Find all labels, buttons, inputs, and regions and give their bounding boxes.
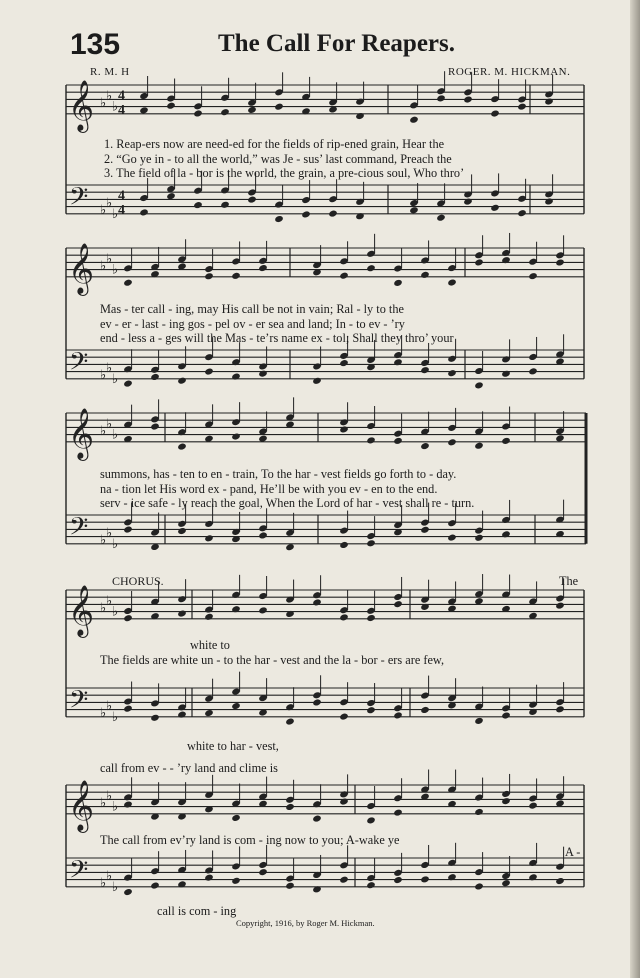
svg-text:♭: ♭ — [100, 424, 107, 439]
svg-text:♭: ♭ — [112, 371, 119, 387]
chorus-a: A - — [565, 845, 581, 859]
svg-text:♭: ♭ — [112, 604, 119, 620]
svg-text:♭: ♭ — [100, 203, 107, 219]
svg-text:♭: ♭ — [106, 361, 113, 376]
verse2-line1: 2. “Go ye in - to all the world,” was Je - sus’ last command, Preach the — [104, 152, 452, 166]
svg-text:♭: ♭ — [112, 536, 119, 552]
music-credit: ROGER. M. HICKMAN. — [448, 66, 571, 78]
svg-text:𝄞: 𝄞 — [68, 584, 95, 636]
svg-text:𝄢: 𝄢 — [69, 347, 89, 383]
svg-text:𝄞: 𝄞 — [68, 779, 95, 831]
chorus-main-line2: The call from ev’ry land is com - ing now to you; A-wake ye — [100, 833, 400, 847]
svg-text:♭: ♭ — [106, 593, 113, 609]
svg-text:𝄞: 𝄞 — [68, 407, 95, 459]
chorus-lower-line1: white to har - vest, — [187, 739, 279, 753]
chorus-main-line1: The fields are white un - to the har - vest and the la - bor - ers are few, — [100, 653, 445, 667]
chorus-lower-line2: call is com - ing — [157, 904, 237, 918]
svg-text:♭: ♭ — [106, 416, 113, 432]
svg-text:♭: ♭ — [106, 869, 113, 884]
svg-text:♭: ♭ — [106, 526, 113, 541]
svg-text:♭: ♭ — [100, 96, 107, 111]
chorus-the: The — [559, 574, 579, 588]
hymn-title: The Call For Reapers. — [218, 30, 456, 57]
svg-text:♭: ♭ — [100, 796, 107, 811]
svg-text:4: 4 — [118, 88, 125, 104]
svg-text:𝄢: 𝄢 — [69, 685, 89, 721]
svg-text:4: 4 — [118, 202, 125, 218]
svg-text:𝄞: 𝄞 — [68, 79, 95, 131]
svg-text:♭: ♭ — [112, 206, 119, 222]
svg-text:♭: ♭ — [100, 259, 107, 274]
svg-text:𝄢: 𝄢 — [69, 855, 89, 891]
svg-text:𝄞: 𝄞 — [68, 242, 95, 294]
verse2-line2: ev - er - last - ing gos - pel ov - er sea and land; In - to ev - ’ry — [100, 317, 405, 331]
verse3-line1: 3. The field of la - bor is the world, the grain, a pre-cious soul, Who thro’ — [104, 166, 465, 180]
svg-text:♭: ♭ — [100, 533, 107, 549]
svg-text:♭: ♭ — [112, 262, 119, 278]
svg-text:𝄢: 𝄢 — [69, 512, 89, 548]
svg-text:♭: ♭ — [100, 368, 107, 384]
svg-text:♭: ♭ — [112, 709, 119, 725]
words-credit: R. M. H — [90, 66, 130, 78]
svg-text:♭: ♭ — [100, 706, 107, 722]
verse1-line2: Mas - ter call - ing, may His call be not in vain; Ral - ly to the — [100, 302, 404, 316]
chorus-upper-line1: white to — [190, 638, 230, 652]
svg-text:♭: ♭ — [100, 876, 107, 892]
svg-text:♭: ♭ — [100, 601, 107, 616]
hymn-number: 135 — [70, 28, 121, 61]
chorus-upper-line2: call from ev - - ’ry land and clime is — [100, 761, 278, 775]
verse2-line3: na - tion let His word ex - pand, He’ll be with you ev - en to the end. — [100, 482, 438, 496]
svg-text:4: 4 — [118, 102, 125, 118]
verse1-line3: summons, has - ten to en - train, To the har - vest fields go forth to - day. — [100, 467, 457, 481]
copyright: Copyright, 1916, by Roger M. Hickman. — [236, 918, 375, 928]
svg-text:♭: ♭ — [106, 196, 113, 211]
svg-text:♭: ♭ — [106, 88, 113, 104]
verse1-line1: 1. Reap-ers now are need-ed for the fields of rip-ened grain, Hear the — [104, 137, 445, 151]
svg-text:𝄢: 𝄢 — [69, 182, 89, 218]
svg-text:♭: ♭ — [112, 99, 119, 115]
verse3-line3: serv - ice safe - ly reach the goal, When the Lord of har - vest shall re - turn. — [100, 496, 475, 510]
svg-text:♭: ♭ — [112, 799, 119, 815]
chorus-label: CHORUS. — [112, 574, 164, 588]
svg-text:♭: ♭ — [106, 788, 113, 804]
svg-text:♭: ♭ — [106, 251, 113, 267]
verse3-line2: end - less a - ges will the Mas - te’rs name ex - tol; Shall they thro’ your — [100, 331, 454, 345]
svg-text:♭: ♭ — [106, 699, 113, 714]
svg-text:4: 4 — [118, 188, 125, 204]
svg-text:♭: ♭ — [112, 427, 119, 443]
svg-text:♭: ♭ — [112, 879, 119, 895]
